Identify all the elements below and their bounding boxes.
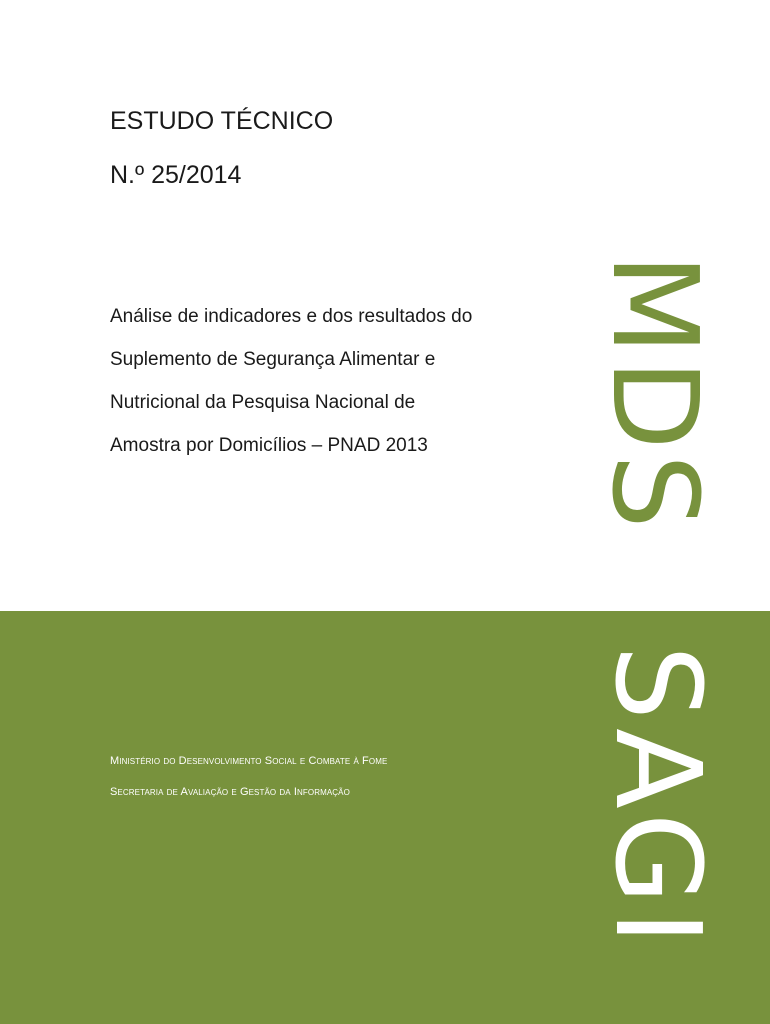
mds-logo: MDS [586, 253, 724, 533]
ministry-name: Ministério do Desenvolvimento Social e Combate à Fome [110, 755, 388, 767]
document-number: N.º 25/2014 [110, 161, 242, 189]
title-line: Nutricional da Pesquisa Nacional de [110, 392, 416, 413]
document-title [110, 300, 550, 472]
title-line: Análise de indicadores e dos resultados do [110, 306, 473, 327]
title-line: Suplemento de Segurança Alimentar e [110, 349, 436, 370]
sagi-logo: SAGI [589, 645, 727, 951]
title-line: Amostra por Domicílios – PNAD 2013 [110, 435, 428, 456]
document-type: ESTUDO TÉCNICO [110, 107, 334, 135]
secretariat-name: Secretaria de Avaliação e Gestão da Informação [110, 786, 350, 798]
